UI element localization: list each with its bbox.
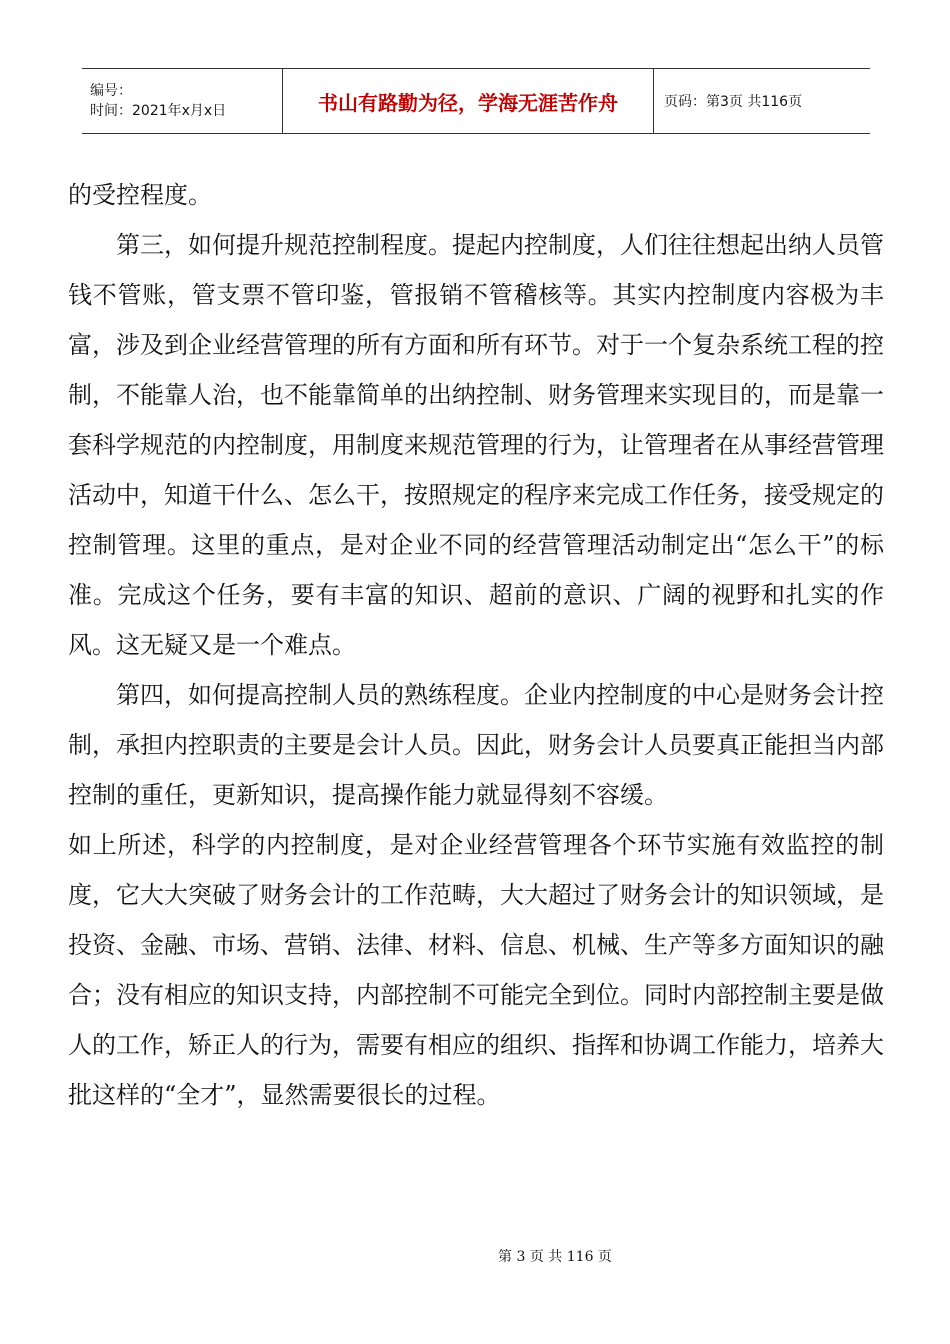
- page-header: [82, 68, 870, 134]
- paragraph-2: 第三，如何提升规范控制程度。提起内控制度，人们往往想起出纳人员管钱不管账，管支票不管印鉴，管报销不管稽核等。其实内控制度内容极为丰富，涉及到企业经营管理的所有方面和所有环节。对于一个复杂系统工程的控制，不能靠人治，也不能靠简单的出纳控制、财务管理来实现目的，而是靠一套科学规范的内控制度，用制度来规范管理的行为，让管理者在从事经营管理活动中，知道干什么、怎么干，按照规定的程序来完成工作任务，接受规定的控制管理。这里的重点，是对企业不同的经营管理活动制定出“怎么干”的标准。完成这个任务，要有丰富的知识、超前的意识、广阔的视野和扎实的作风。这无疑又是一个难点。: [68, 231, 884, 659]
- document-body: [68, 170, 884, 1120]
- paragraph-3: 第四，如何提高控制人员的熟练程度。企业内控制度的中心是财务会计控制，承担内控职责的主要是会计人员。因此，财务会计人员要真正能担当内部控制的重任，更新知识，提高操作能力就显得刻不容缓。: [68, 681, 884, 809]
- paragraph-1: 的受控程度。: [68, 181, 212, 209]
- header-page-code: 页码：第3页 共116页: [664, 94, 803, 110]
- header-left-cell: [82, 69, 282, 133]
- paragraph-4: 如上所述，科学的内控制度，是对企业经营管理各个环节实施有效监控的制度，它大大突破了财务会计的工作范畴，大大超过了财务会计的知识领域，是投资、金融、市场、营销、法律、材料、信息、机械、生产等多方面知识的融合；没有相应的知识支持，内部控制不可能完全到位。同时内部控制主要是做人的工作，矫正人的行为，需要有相应的组织、指挥和协调工作能力，培养大批这样的“全才”，显然需要很长的过程。: [68, 831, 884, 1109]
- page-footer: 第 3 页 共 116 页: [498, 1249, 612, 1265]
- document-number-label: 编号：: [90, 83, 132, 99]
- header-motto: 书山有路勤为径，学海无涯苦作舟: [282, 69, 654, 133]
- document-date-label: 时间：2021年x月x日: [90, 103, 227, 119]
